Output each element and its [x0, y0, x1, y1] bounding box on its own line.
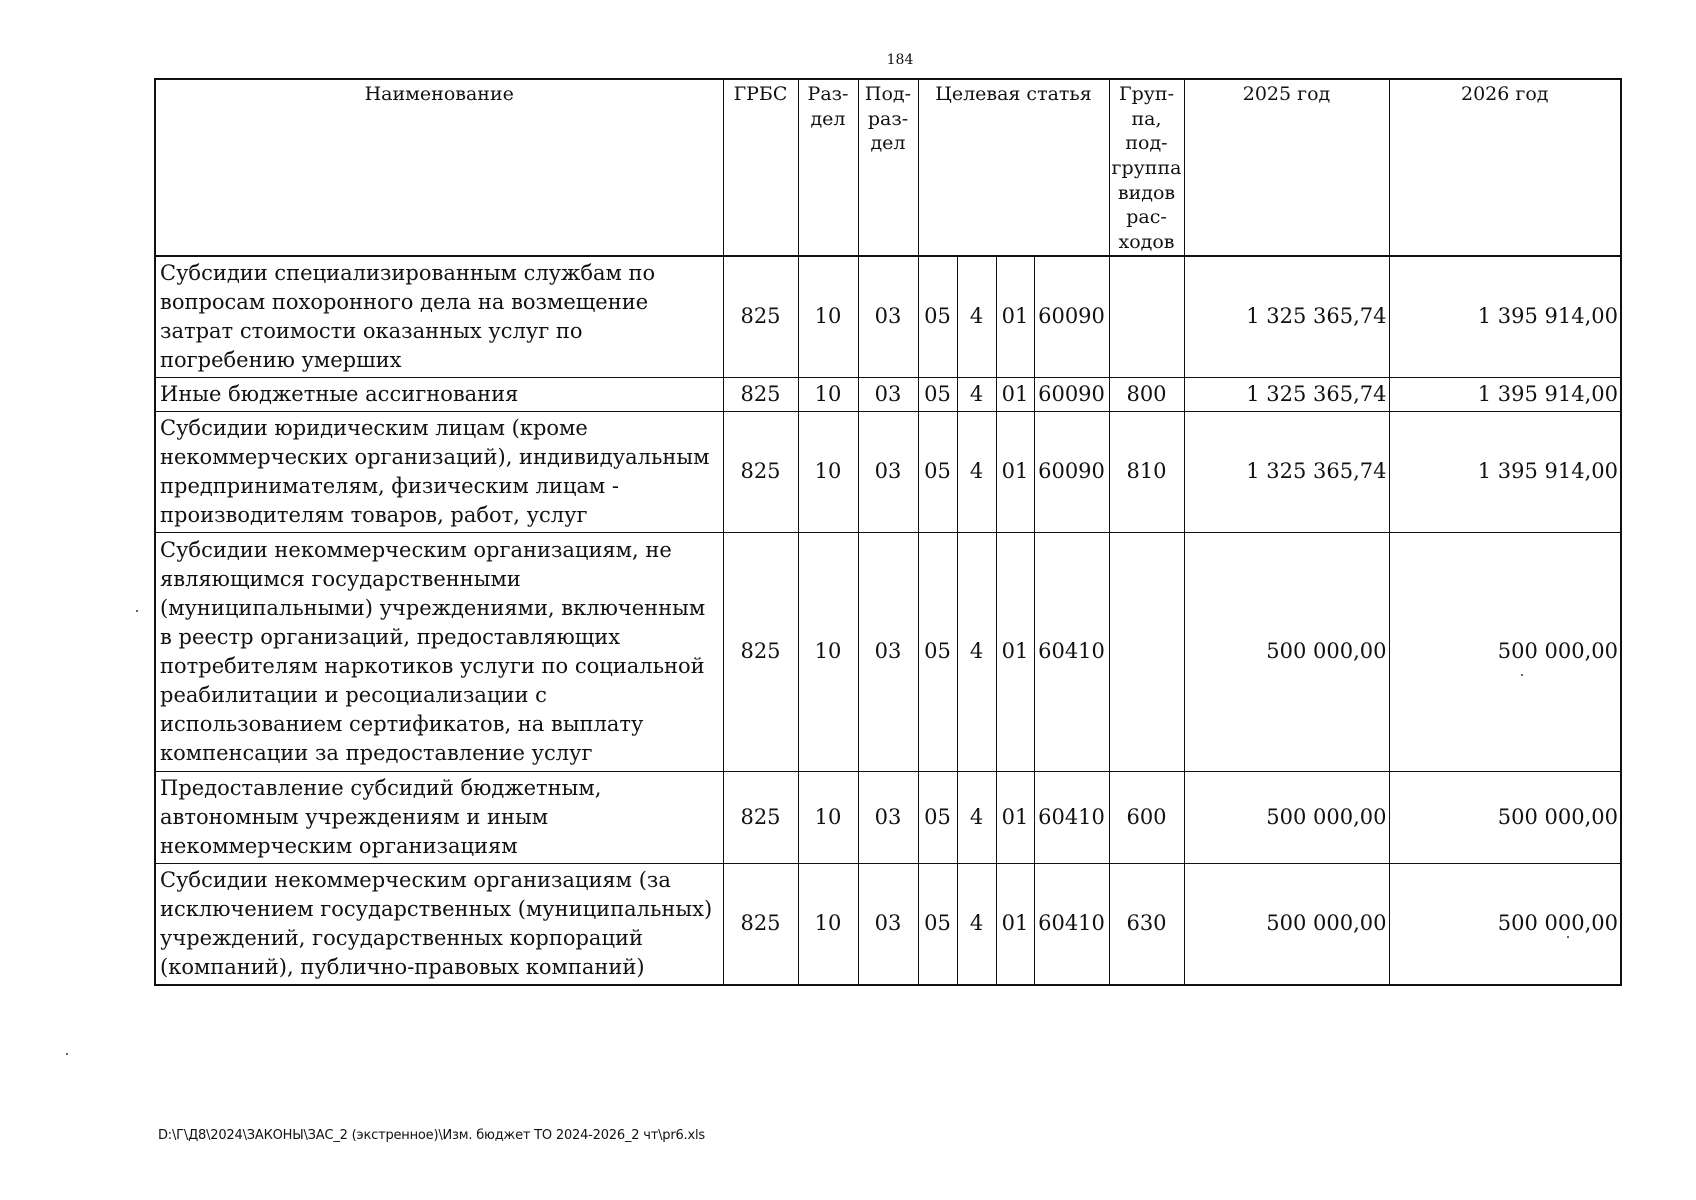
row-razdel: 10 — [798, 411, 858, 532]
row-name: Иные бюджетные ассигнования — [155, 377, 723, 411]
row-target-subprogram: 4 — [957, 377, 996, 411]
row-grbs: 825 — [723, 532, 798, 771]
row-name: Предоставление субсидий бюджетным, автономным учреждениям и иным некоммерческим организациям — [155, 771, 723, 863]
header-year-2026: 2026 год — [1389, 79, 1621, 256]
header-razdel: Раз- дел — [798, 79, 858, 256]
row-razdel: 10 — [798, 771, 858, 863]
row-target-code: 60410 — [1034, 771, 1109, 863]
table-row — [155, 377, 1621, 411]
row-podrazdel: 03 — [858, 377, 918, 411]
row-target-program: 05 — [918, 771, 957, 863]
table-row — [155, 863, 1621, 985]
row-razdel: 10 — [798, 532, 858, 771]
row-podrazdel: 03 — [858, 411, 918, 532]
row-amount-2025: 500 000,00 — [1184, 863, 1389, 985]
row-target-event: 01 — [996, 863, 1034, 985]
row-razdel: 10 — [798, 377, 858, 411]
header-name: Наименование — [155, 79, 723, 256]
row-podrazdel: 03 — [858, 532, 918, 771]
row-expense-group: 810 — [1109, 411, 1184, 532]
row-target-program: 05 — [918, 411, 957, 532]
row-target-subprogram: 4 — [957, 863, 996, 985]
row-amount-2025: 1 325 365,74 — [1184, 411, 1389, 532]
row-grbs: 825 — [723, 256, 798, 378]
row-target-event: 01 — [996, 411, 1034, 532]
row-amount-2025: 1 325 365,74 — [1184, 256, 1389, 378]
row-target-subprogram: 4 — [957, 532, 996, 771]
row-podrazdel: 03 — [858, 256, 918, 378]
row-amount-2026: 1 395 914,00 — [1389, 411, 1621, 532]
row-target-event: 01 — [996, 377, 1034, 411]
scan-speck — [1567, 936, 1569, 938]
row-target-subprogram: 4 — [957, 411, 996, 532]
scan-speck — [66, 1053, 68, 1055]
row-grbs: 825 — [723, 411, 798, 532]
row-amount-2026: 500 000,00 — [1389, 532, 1621, 771]
row-target-code: 60410 — [1034, 532, 1109, 771]
scan-speck — [136, 610, 138, 612]
row-target-code: 60090 — [1034, 256, 1109, 378]
row-expense-group: 800 — [1109, 377, 1184, 411]
row-target-code: 60410 — [1034, 863, 1109, 985]
row-expense-group — [1109, 256, 1184, 378]
row-target-event: 01 — [996, 532, 1034, 771]
row-target-subprogram: 4 — [957, 771, 996, 863]
row-target-program: 05 — [918, 532, 957, 771]
table-row — [155, 532, 1621, 771]
row-amount-2025: 500 000,00 — [1184, 771, 1389, 863]
row-name: Субсидии некоммерческим организациям, не являющимся государственными (муниципальными) учреждениями, включенным в реестр организаций, предоставляющих потребителям наркотиков услуги по социальной реабилитации и ресоциализации с использованием сертификатов, на выплату компенсации за предоставление услуг — [155, 532, 723, 771]
row-amount-2026: 1 395 914,00 — [1389, 256, 1621, 378]
table-row — [155, 411, 1621, 532]
row-target-program: 05 — [918, 377, 957, 411]
scan-speck — [1521, 674, 1523, 676]
row-target-event: 01 — [996, 256, 1034, 378]
page-number: 184 — [886, 52, 914, 68]
header-year-2025: 2025 год — [1184, 79, 1389, 256]
row-target-code: 60090 — [1034, 377, 1109, 411]
row-amount-2026: 1 395 914,00 — [1389, 377, 1621, 411]
table-row — [155, 256, 1621, 378]
row-grbs: 825 — [723, 863, 798, 985]
row-name: Субсидии некоммерческим организациям (за исключением государственных (муниципальных) учреждений, государственных корпораций (компаний), публично-правовых компаний) — [155, 863, 723, 985]
footer-file-path: D:\Г\Д8\2024\ЗАКОНЫ\ЗАС_2 (экстренное)\Изм. бюджет ТО 2024-2026_2 чт\pr6.xls — [158, 1128, 705, 1143]
row-amount-2026: 500 000,00 — [1389, 863, 1621, 985]
row-razdel: 10 — [798, 256, 858, 378]
row-podrazdel: 03 — [858, 863, 918, 985]
header-podrazdel: Под- раз- дел — [858, 79, 918, 256]
row-expense-group: 600 — [1109, 771, 1184, 863]
budget-table — [154, 78, 1622, 986]
row-name: Субсидии специализированным службам по вопросам похоронного дела на возмещение затрат стоимости оказанных услуг по погребению умерших — [155, 256, 723, 378]
row-amount-2025: 1 325 365,74 — [1184, 377, 1389, 411]
row-expense-group: 630 — [1109, 863, 1184, 985]
row-target-program: 05 — [918, 863, 957, 985]
row-amount-2025: 500 000,00 — [1184, 532, 1389, 771]
header-grbs: ГРБС — [723, 79, 798, 256]
row-expense-group — [1109, 532, 1184, 771]
header-target-article: Целевая статья — [918, 79, 1109, 256]
header-expense-group: Груп- па, под- группа видов рас- ходов — [1109, 79, 1184, 256]
row-name: Субсидии юридическим лицам (кроме некоммерческих организаций), индивидуальным предпринимателям, физическим лицам - производителям товаров, работ, услуг — [155, 411, 723, 532]
row-target-event: 01 — [996, 771, 1034, 863]
row-amount-2026: 500 000,00 — [1389, 771, 1621, 863]
row-podrazdel: 03 — [858, 771, 918, 863]
row-grbs: 825 — [723, 771, 798, 863]
row-razdel: 10 — [798, 863, 858, 985]
row-target-program: 05 — [918, 256, 957, 378]
row-target-subprogram: 4 — [957, 256, 996, 378]
row-target-code: 60090 — [1034, 411, 1109, 532]
table-header-row — [155, 79, 1621, 256]
row-grbs: 825 — [723, 377, 798, 411]
table-row — [155, 771, 1621, 863]
